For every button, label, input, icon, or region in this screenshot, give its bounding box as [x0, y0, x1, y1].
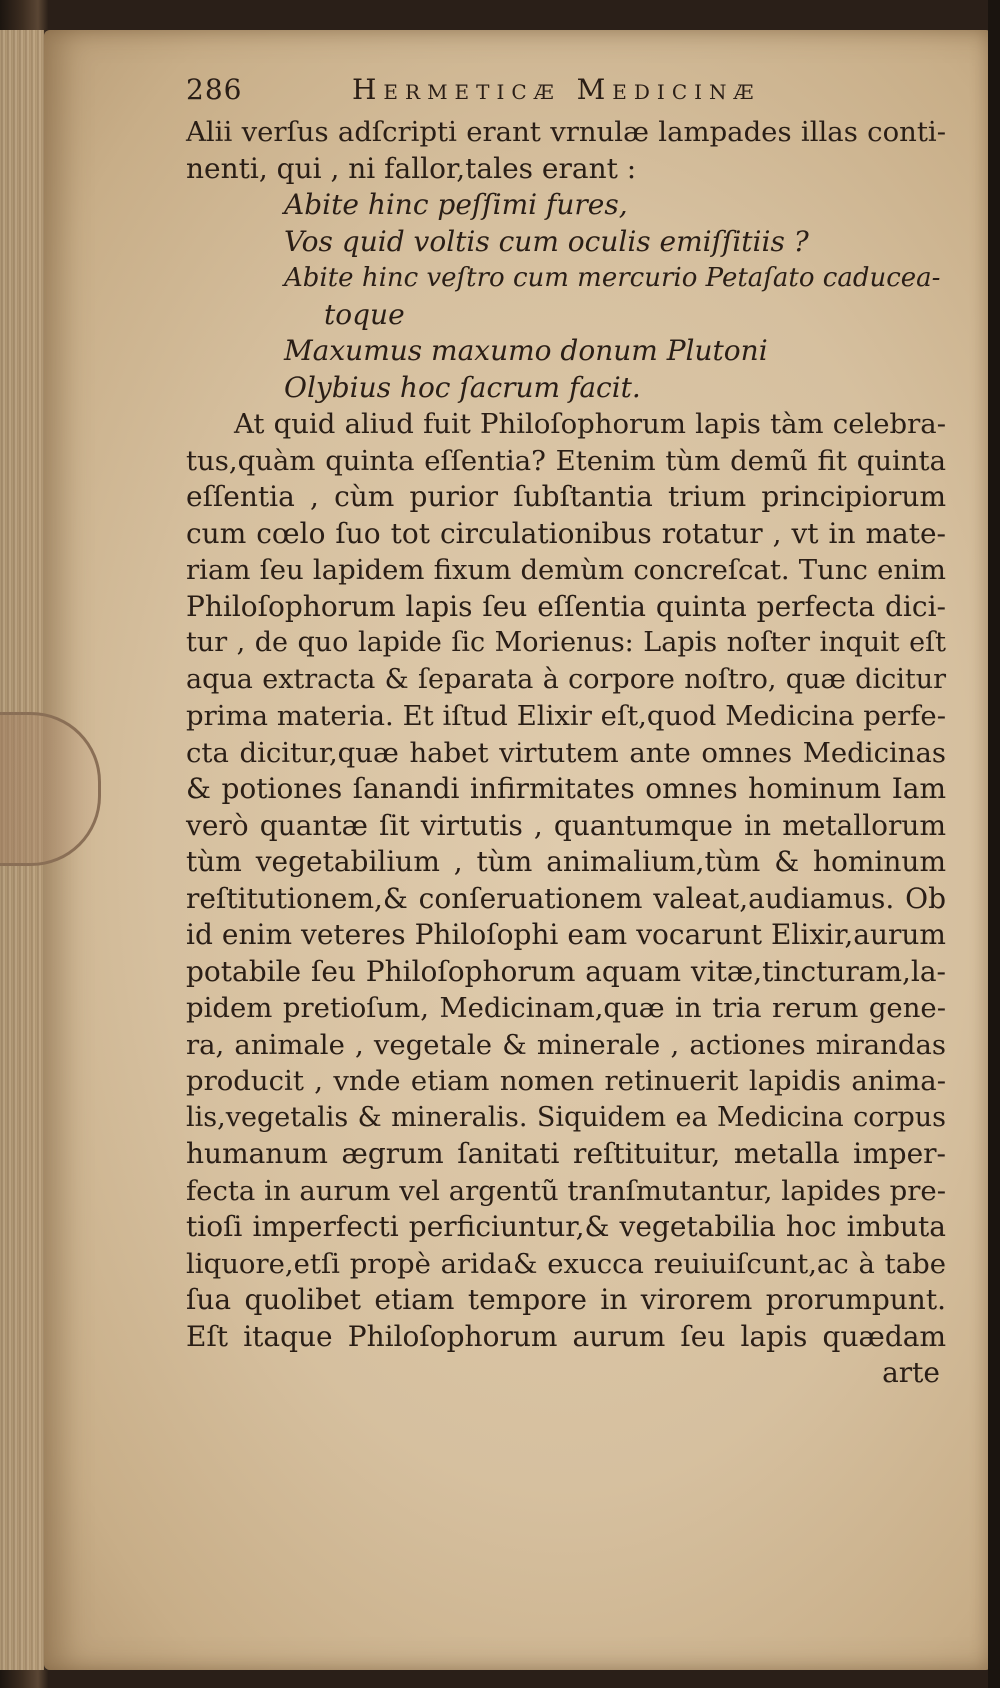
paragraph-line: potabile ſeu Philoſophorum aquam vitæ,tincturam,la- [186, 954, 946, 988]
verse-line: Vos quid voltis cum oculis emiſſitiis ? [284, 224, 809, 258]
gutter-shadow [988, 0, 1000, 1688]
paragraph-line: cta dicitur,quæ habet virtutem ante omnes Medicinas [186, 736, 946, 769]
epitaph-verse [186, 187, 946, 406]
running-head [186, 72, 946, 112]
paragraph-line: cum cœlo ſuo tot circulationibus rotatur , vt in mate- [186, 516, 946, 550]
verse-line: Abite hinc peſſimi fures, [284, 188, 628, 221]
paragraph-line: eſſentia , cùm purior ſubſtantia trium principiorum [186, 480, 946, 513]
paragraph-line: tur , de quo lapide ſic Morienus: Lapis noſter inquit eſt [186, 627, 946, 658]
catchword: arte [882, 1356, 940, 1389]
paragraph-line: tioſi imperfecti perficiuntur,& vegetabilia hoc imbuta [186, 1210, 946, 1243]
paragraph-line: id enim veteres Philoſophi eam vocarunt Elixir,aurum [186, 918, 946, 951]
paragraph-line: ſua quolibet etiam tempore in virorem prorumpunt. [186, 1283, 946, 1316]
paragraph-line: liquore,etſi propè arida& exucca reuiuiſcunt,ac à tabe [186, 1247, 946, 1280]
paragraph-line: producit , vnde etiam nomen retinuerit lapidis anima- [186, 1065, 946, 1097]
text-line: Alii verſus adſcripti erant vrnulæ lampades illas conti- [186, 116, 946, 148]
paragraph-line: ra, animale , vegetale & minerale , actiones mirandas [186, 1028, 946, 1061]
page-number: 286 [186, 73, 243, 106]
paragraph-line: fecta in aurum vel argentũ tranſmutantur, lapides pre- [186, 1174, 946, 1207]
paragraph-line: tus,quàm quinta eſſentia? Etenim tùm demũ fit quinta [186, 444, 946, 477]
text-line: nenti, qui , ni fallor,tales erant : [186, 151, 637, 185]
paragraph-line: pidem pretioſum, Medicinam,quæ in tria rerum gene- [186, 992, 946, 1024]
paragraph-line: tùm vegetabilium , tùm animalium,tùm & hominum [186, 845, 946, 878]
paragraph-line: riam ſeu lapidem fixum demùm concreſcat. Tunc enim [186, 554, 946, 586]
page-text [186, 72, 946, 1392]
running-title: Hermeticæ Medicinæ [352, 73, 761, 106]
verse-line: Abite hinc veſtro cum mercurio Petaſato caducea- [284, 263, 941, 293]
paragraph-line: verò quantæ ſit virtutis , quantumque in metallorum [186, 808, 946, 842]
paragraph-line: & potiones ſanandi infirmitates omnes hominum Iam [186, 772, 946, 805]
verse-line: Olybius hoc ſacrum facit. [284, 370, 641, 404]
paragraph-line: Eſt itaque Philoſophorum aurum ſeu lapis quædam [186, 1319, 946, 1353]
verse-line: toque [324, 297, 405, 331]
paragraph-line: humanum ægrum ſanitati reſtituitur, metalla imper- [186, 1137, 946, 1170]
paragraph-line: prima materia. Et iſtud Elixir eſt,quod Medicina perfe- [186, 700, 946, 732]
paragraph-line: At quid aliud fuit Philoſophorum lapis tàm celebra- [234, 408, 946, 440]
paragraph-line: Philoſophorum lapis ſeu eſſentia quinta perfecta dici- [186, 589, 946, 623]
verse-line: Maxumus maxumo donum Plutoni [284, 334, 768, 367]
paragraph-line: reſtitutionem,& conſeruationem valeat,audiamus. Ob [186, 881, 946, 915]
paragraph-line: aqua extracta & ſeparata à corpore noſtro, quæ dicitur [186, 663, 946, 695]
paragraph-line: lis,vegetalis & mineralis. Siquidem ea Medicina corpus [186, 1101, 946, 1133]
